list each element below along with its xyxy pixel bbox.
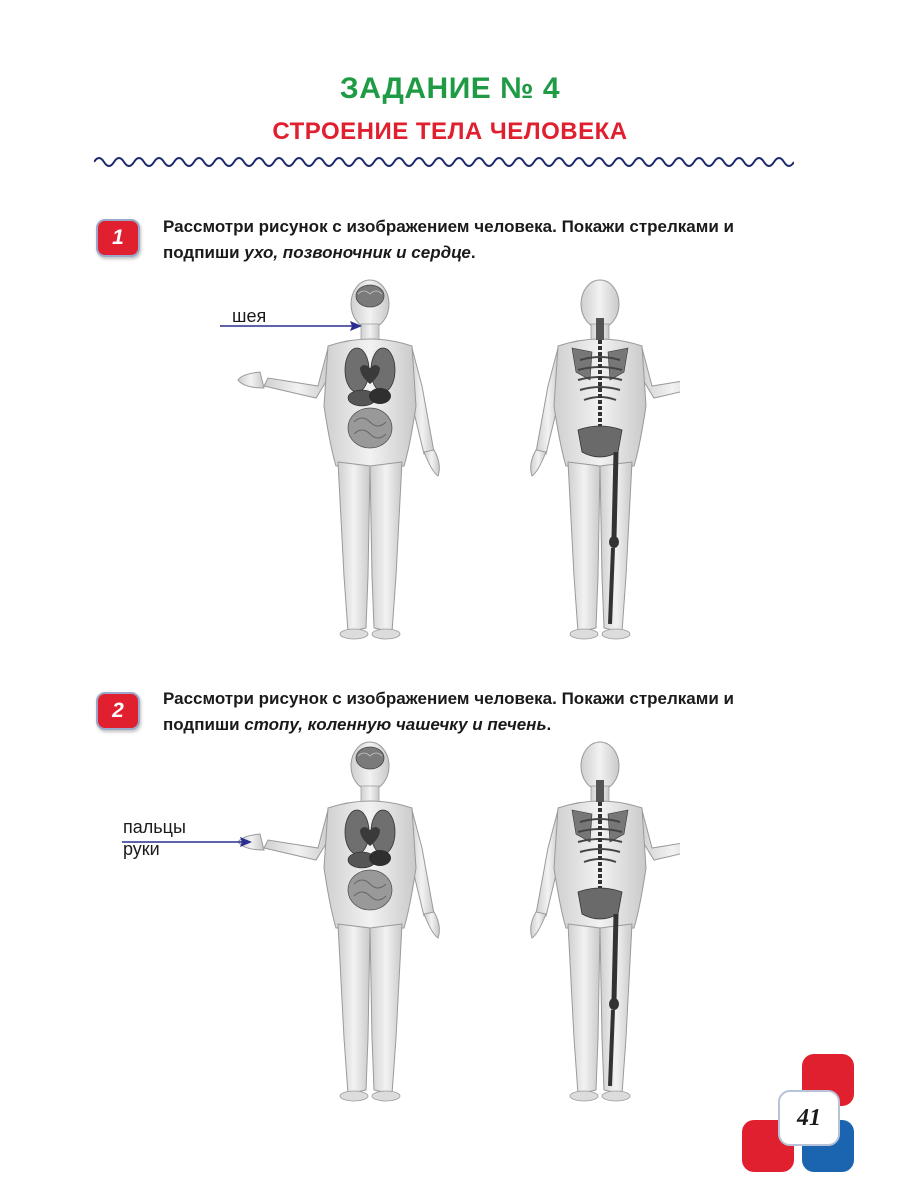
task-instruction-2 (163, 686, 813, 738)
task-number-badge-1 (96, 219, 140, 257)
page-subtitle: СТРОЕНИЕ ТЕЛА ЧЕЛОВЕКА (272, 118, 628, 145)
example-label-neck: шея (232, 306, 267, 326)
example-label-fingers-line1: пальцы (123, 817, 186, 837)
page-number-block (740, 1050, 860, 1180)
task-instruction-2-line1: Рассмотри рисунок с изображением человека. Покажи стрелками и (163, 689, 734, 708)
task-instruction-1-line1: Рассмотри рисунок с изображением человека. Покажи стрелками и (163, 217, 734, 236)
example-arrow-fingers (120, 834, 254, 850)
task-instruction-1 (163, 214, 813, 266)
example-arrow-neck (218, 318, 364, 334)
task-1-period: . (470, 243, 476, 262)
task-1-lead: подпиши (163, 243, 245, 262)
page-number: 41 (778, 1090, 840, 1146)
task-instruction-1-line2 (163, 240, 813, 266)
task-number-2: 2 (112, 699, 124, 722)
example-label-fingers-line2: руки (123, 839, 160, 859)
task-number-badge-2 (96, 692, 140, 730)
wavy-divider (94, 150, 794, 174)
task-instruction-2-line2 (163, 712, 813, 738)
task-2-organs: стопу, коленную чашечку и печень (244, 715, 547, 734)
task-2-period: . (546, 715, 552, 734)
task-2-lead: подпиши (163, 715, 245, 734)
page-title: ЗАДАНИЕ № 4 (339, 72, 561, 105)
task-number-1: 1 (112, 226, 124, 249)
body-figures-2 (220, 738, 680, 1104)
task-1-organs: ухо, позвоночник и сердце (244, 243, 471, 262)
